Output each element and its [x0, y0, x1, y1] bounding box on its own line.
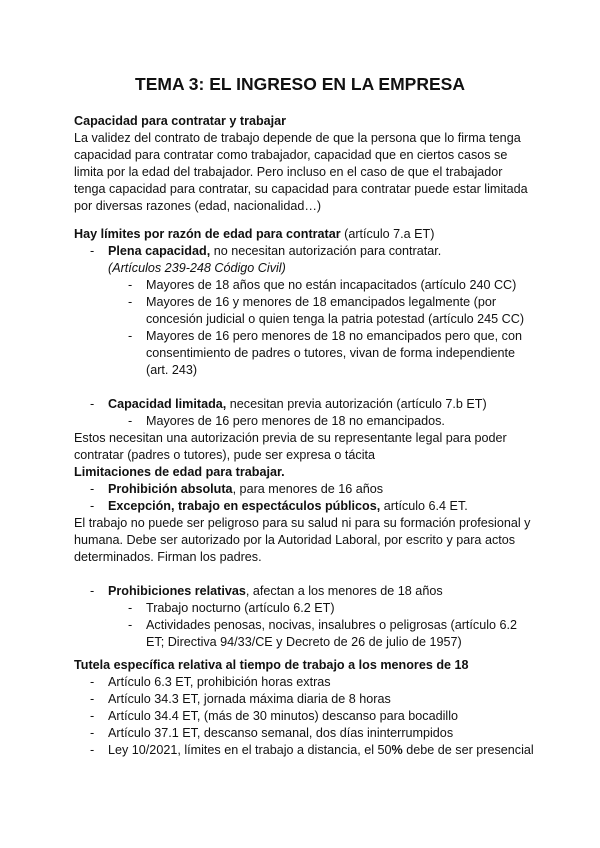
bullet-bold: Plena capacidad, [108, 244, 211, 258]
dash-bullet: - [90, 709, 95, 723]
sub-item-text: Trabajo nocturno (artículo 6.2 ET) [146, 601, 335, 615]
bullet-bold: Capacidad limitada, [108, 397, 227, 411]
dash-bullet: - [90, 675, 95, 689]
sub-list-item [74, 294, 534, 328]
section-paragraph: Estos necesitan una autorización previa de su representante legal para poder contratar (padres o tutores), pude ser expresa o tácita [74, 431, 507, 462]
sub-item-text: Mayores de 18 años que no están incapacitados (artículo 240 CC) [146, 278, 517, 292]
bullet-prohibicion-absoluta [74, 481, 534, 498]
bullet-rest: , para menores de 16 años [232, 482, 384, 496]
dash-bullet: - [90, 499, 95, 513]
sub-list-item [74, 413, 534, 430]
section-paragraph: El trabajo no puede ser peligroso para su salud ni para su formación profesional y humana. Debe ser autorizado por la Autoridad Laboral, por escrito y para actos determinados. Firman los padres. [74, 516, 531, 564]
dash-bullet: - [128, 414, 133, 428]
sub-item-text: Mayores de 16 y menores de 18 emancipados legalmente (por concesión judicial o quien tenga la patria potestad (artículo 245 CC) [146, 295, 525, 326]
bullet-prohibiciones-relativas [74, 583, 534, 600]
sub-list-item [74, 277, 534, 294]
dash-bullet: - [128, 618, 133, 632]
list-item-text: Artículo 34.4 ET, (más de 30 minutos) descanso para bocadillo [108, 709, 459, 723]
dash-bullet: - [90, 692, 95, 706]
section-limites-edad [74, 226, 534, 464]
dash-bullet: - [128, 329, 133, 343]
sub-list-item [74, 328, 534, 379]
list-item [74, 708, 534, 725]
sub-item-text: Mayores de 16 pero menores de 18 no emancipados pero que, con consentimiento de padres o tutores, vivan de forma independiente (art. 243) [146, 329, 522, 377]
sub-list-item [74, 600, 534, 617]
bullet-capacidad-limitada [74, 396, 534, 413]
bullet-bold: Excepción, trabajo en espectáculos públicos, [108, 499, 381, 513]
section-heading: Tutela específica relativa al tiempo de trabajo a los menores de 18 [74, 658, 469, 672]
dash-bullet: - [90, 482, 95, 496]
dash-bullet: - [90, 584, 95, 598]
section-heading: Limitaciones de edad para trabajar. [74, 465, 285, 479]
list-item-text: Artículo 34.3 ET, jornada máxima diaria de 8 horas [108, 692, 391, 706]
dash-bullet: - [90, 743, 95, 757]
dash-bullet: - [128, 601, 133, 615]
list-item-text: Ley 10/2021, límites en el trabajo a distancia, el 50 [108, 743, 392, 757]
bullet-rest: artículo 6.4 ET. [380, 499, 468, 513]
articles-note: (Artículos 239-248 Código Civil) [108, 261, 286, 275]
list-item-text: Artículo 6.3 ET, prohibición horas extras [108, 675, 331, 689]
list-item [74, 725, 534, 742]
section-paragraph: La validez del contrato de trabajo depende de que la persona que lo firma tenga capacidad para contratar como trabajador, capacidad que en ciertos casos se limita por la edad del trabajador. Pero incluso en el caso de que el trabajador tenga capacidad para contratar, su capacidad para contratar puede estar limitada por diversas razones (edad, nacionalidad…) [74, 131, 528, 213]
dash-bullet: - [90, 397, 95, 411]
page-title: TEMA 3: EL INGRESO EN LA EMPRESA [135, 74, 465, 94]
dash-bullet: - [128, 278, 133, 292]
bullet-rest: no necesitan autorización para contratar. [210, 244, 442, 258]
list-item [74, 742, 534, 759]
heading-bold: Hay límites por razón de edad para contratar [74, 227, 341, 241]
section-heading: Capacidad para contratar y trabajar [74, 114, 287, 128]
percent-sign: % [391, 743, 403, 757]
bullet-rest: necesitan previa autorización (artículo 7.b ET) [226, 397, 487, 411]
section-tutela-tiempo [74, 657, 534, 759]
heading-note: (artículo 7.a ET) [340, 227, 435, 241]
sub-item-text: Mayores de 16 pero menores de 18 no emancipados. [146, 414, 445, 428]
sub-list-item [74, 617, 534, 651]
dash-bullet: - [90, 726, 95, 740]
sub-item-text: Actividades penosas, nocivas, insalubres o peligrosas (artículo 6.2 ET; Directiva 94/33/CE y Decreto de 26 de julio de 1957) [146, 618, 518, 649]
dash-bullet: - [90, 244, 95, 258]
bullet-rest: , afectan a los menores de 18 años [245, 584, 443, 598]
bullet-excepcion [74, 498, 534, 515]
section-capacidad [74, 113, 534, 215]
list-item [74, 674, 534, 691]
bullet-plena-capacidad [74, 243, 534, 260]
list-item-text: Artículo 37.1 ET, descanso semanal, dos días ininterrumpidos [108, 726, 454, 740]
bullet-bold: Prohibiciones relativas [108, 584, 246, 598]
section-limitaciones-trabajar [74, 464, 534, 651]
list-item [74, 691, 534, 708]
section-heading [74, 226, 534, 243]
bullet-bold: Prohibición absoluta [108, 482, 233, 496]
list-item-text: debe de ser presencial [402, 743, 534, 757]
dash-bullet: - [128, 295, 133, 309]
